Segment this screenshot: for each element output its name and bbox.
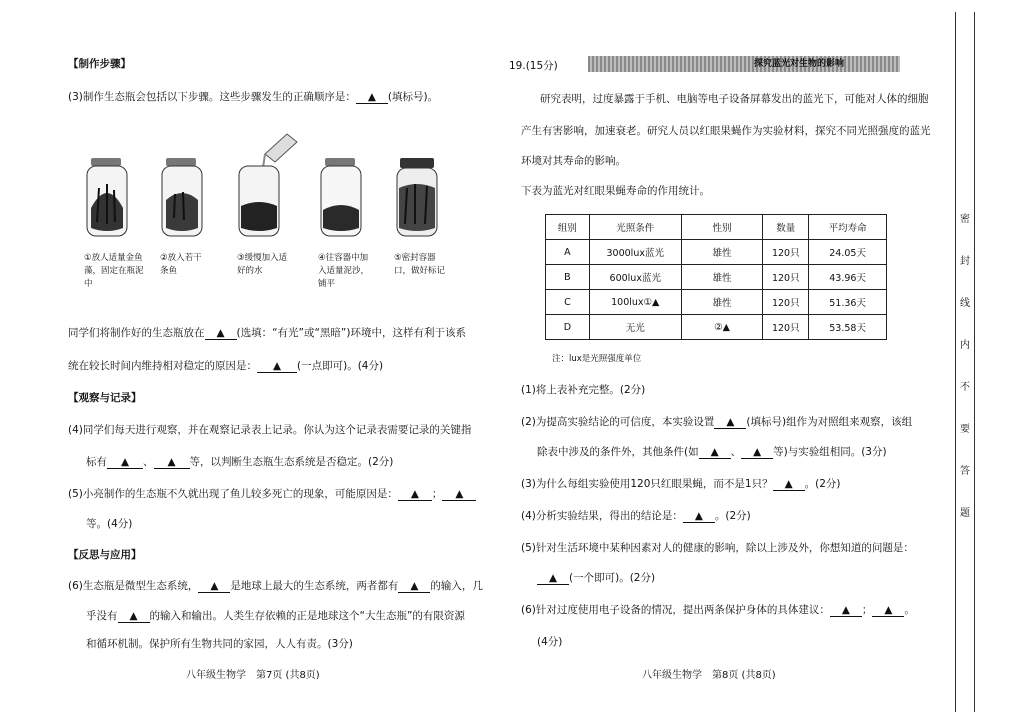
- table-intro: 下表为蓝光对红眼果蝇寿命的作用统计。: [521, 185, 710, 197]
- table-cell: 120只: [763, 315, 809, 340]
- answer-blank[interactable]: ▲: [398, 488, 432, 501]
- answer-blank[interactable]: ▲: [398, 580, 430, 593]
- answer-blank[interactable]: ▲: [356, 91, 388, 104]
- question-5-line-2: 等。(4分): [86, 518, 133, 530]
- table-cell: 600lux蓝光: [589, 265, 681, 290]
- question-4-line-2: 标有 ▲ 、 ▲ 等，以判断生态瓶生态系统是否稳定。(2分): [86, 456, 394, 468]
- step-caption-2: ②放入若干条鱼: [160, 253, 202, 276]
- table-note: 注：lux是光照强度单位: [552, 354, 642, 364]
- intro-line-3: 环境对其寿命的影响。: [521, 155, 626, 167]
- r-question-6-line-2: (4分): [537, 636, 563, 648]
- intro-line-2: 产生有害影响，加速衰老。研究人员以红眼果蝇作为实验材料，探究不同光照强度的蓝光: [521, 125, 931, 137]
- answer-blank[interactable]: ▲: [442, 488, 476, 501]
- table-cell: 雄性: [681, 240, 763, 265]
- topic-banner: 探究蓝光对生物的影响: [588, 56, 900, 72]
- binding-char: 要: [960, 424, 970, 435]
- step-caption-5: ⑤密封容器口，做好标记: [394, 253, 446, 276]
- r-question-5-line-1: (5)针对生活环境中某种因素对人的健康的影响，除以上涉及外，你想知道的问题是：: [521, 542, 914, 554]
- table-header-cell: 性别: [681, 215, 763, 240]
- table-header-cell: 数量: [763, 215, 809, 240]
- answer-blank[interactable]: ▲: [205, 327, 237, 340]
- table-row: [546, 265, 887, 290]
- answer-blank[interactable]: ▲: [683, 510, 715, 523]
- answer-blank[interactable]: ▲: [830, 604, 862, 617]
- section-heading-reflect: 【反思与应用】: [68, 549, 142, 561]
- answer-blank[interactable]: ▲: [699, 446, 731, 459]
- table-cell-blank[interactable]: 100lux①▲: [589, 290, 681, 315]
- answer-blank[interactable]: ▲: [118, 610, 150, 623]
- table-cell: 3000lux蓝光: [589, 240, 681, 265]
- table-cell: 120只: [763, 290, 809, 315]
- answer-blank[interactable]: ▲: [872, 604, 904, 617]
- table-cell: B: [546, 265, 590, 290]
- table-cell: 51.36天: [809, 290, 887, 315]
- table-header-cell: 平均寿命: [809, 215, 887, 240]
- binding-char: 密: [960, 214, 970, 225]
- table-header-cell: 组别: [546, 215, 590, 240]
- page-footer-8: 八年级生物学 第8页 (共8页): [642, 670, 776, 681]
- question-6-line-2: 乎没有 ▲ 的输入和输出。人类生存依赖的正是地球这个“大生态瓶”的有限资源: [86, 610, 465, 622]
- question-4-line-1: (4)同学们每天进行观察，并在观察记录表上记录。你认为这个记录表需要记录的关键指: [68, 424, 472, 436]
- question-5-line-1: (5)小亮制作的生态瓶不久就出现了鱼儿较多死亡的现象，可能原因是： ▲ ； ▲: [68, 486, 476, 501]
- table-header-row: [546, 215, 887, 240]
- r-question-6-line-1: (6)针对过度使用电子设备的情况，提出两条保护身体的具体建议： ▲ ； ▲ 。: [521, 604, 915, 616]
- answer-blank[interactable]: ▲: [107, 456, 143, 469]
- answer-blank[interactable]: ▲: [773, 478, 805, 491]
- section-heading-make: 【制作步骤】: [68, 58, 131, 70]
- answer-blank[interactable]: ▲: [257, 360, 297, 373]
- table-cell: 120只: [763, 265, 809, 290]
- r-question-5-line-2: ▲ (一个即可)。(2分): [537, 570, 655, 585]
- answer-blank[interactable]: ▲: [714, 416, 746, 429]
- answer-blank[interactable]: ▲: [741, 446, 773, 459]
- table-cell: 43.96天: [809, 265, 887, 290]
- question-3: (3)制作生态瓶会包括以下步骤。这些步骤发生的正确顺序是： ▲ (填标号)。: [68, 91, 439, 103]
- question-6-line-3: 和循环机制。保护所有生物共同的家园，人人有责。(3分): [86, 638, 353, 650]
- jar-sealed-image: [393, 158, 441, 238]
- table-row: [546, 290, 887, 315]
- page-footer-7: 八年级生物学 第7页 (共8页): [186, 670, 320, 681]
- jar-image: [158, 158, 206, 238]
- question-6-line-1: (6)生态瓶是微型生态系统， ▲ 是地球上最大的生态系统，两者都有 ▲ 的输入，几: [68, 580, 483, 592]
- binding-char: 线: [960, 298, 970, 309]
- lifespan-table: [545, 214, 887, 340]
- step-caption-3: ③缓慢加入适好的水: [237, 253, 288, 276]
- binding-char: 答: [960, 466, 970, 477]
- binding-char: 内: [960, 340, 970, 351]
- r-question-4: (4)分析实验结果，得出的结论是： ▲ 。(2分): [521, 510, 751, 522]
- table-cell: 53.58天: [809, 315, 887, 340]
- table-cell-blank[interactable]: ②▲: [681, 315, 763, 340]
- r-question-3: (3)为什么每组实验使用120只红眼果蝇，而不是1只？ ▲ 。(2分): [521, 478, 841, 490]
- table-cell: C: [546, 290, 590, 315]
- table-header-cell: 光照条件: [589, 215, 681, 240]
- r-question-2-line-2: 除表中涉及的条件外，其他条件(如 ▲ 、 ▲ 等)与实验组相同。(3分): [537, 446, 887, 458]
- table-row: [546, 315, 887, 340]
- question-3b-line-1: 同学们将制作好的生态瓶放在 ▲ (选填：“有光”或“黑暗”)环境中，这样有利于该系: [68, 327, 466, 339]
- table-cell: A: [546, 240, 590, 265]
- jar-image: [317, 158, 365, 238]
- r-question-1: (1)将上表补充完整。(2分): [521, 384, 646, 396]
- step-caption-1: ①放人适量金鱼藻，固定在瓶泥中: [84, 253, 144, 289]
- table-cell: 无光: [589, 315, 681, 340]
- table-cell: 24.05天: [809, 240, 887, 265]
- table-cell: 雄性: [681, 290, 763, 315]
- answer-blank[interactable]: ▲: [537, 572, 569, 585]
- table-cell: 120只: [763, 240, 809, 265]
- section-heading-observe: 【观察与记录】: [68, 392, 142, 404]
- jar-pouring-image: [235, 128, 307, 238]
- binding-char: 题: [960, 508, 970, 519]
- answer-blank[interactable]: ▲: [154, 456, 190, 469]
- binding-strip: [955, 12, 975, 712]
- question-3b-line-2: 统在较长时间内维持相对稳定的原因是： ▲ (一点即可)。(4分): [68, 360, 384, 372]
- binding-char: 封: [960, 256, 970, 267]
- r-question-2-line-1: (2)为提高实验结论的可信度，本实验设置 ▲ (填标号)组作为对照组来观察，该组: [521, 416, 913, 428]
- intro-line-1: 研究表明，过度暴露于手机、电脑等电子设备屏幕发出的蓝光下，可能对人体的细胞: [540, 93, 929, 105]
- binding-char: 不: [960, 382, 970, 393]
- table-row: [546, 240, 887, 265]
- question-19-label: 19.(15分): [509, 60, 558, 72]
- step-caption-4: ④往容器中加入适量泥沙，铺平: [318, 253, 370, 289]
- table-cell: D: [546, 315, 590, 340]
- jar-image: [83, 158, 131, 238]
- table-cell: 雄性: [681, 265, 763, 290]
- answer-blank[interactable]: ▲: [198, 580, 230, 593]
